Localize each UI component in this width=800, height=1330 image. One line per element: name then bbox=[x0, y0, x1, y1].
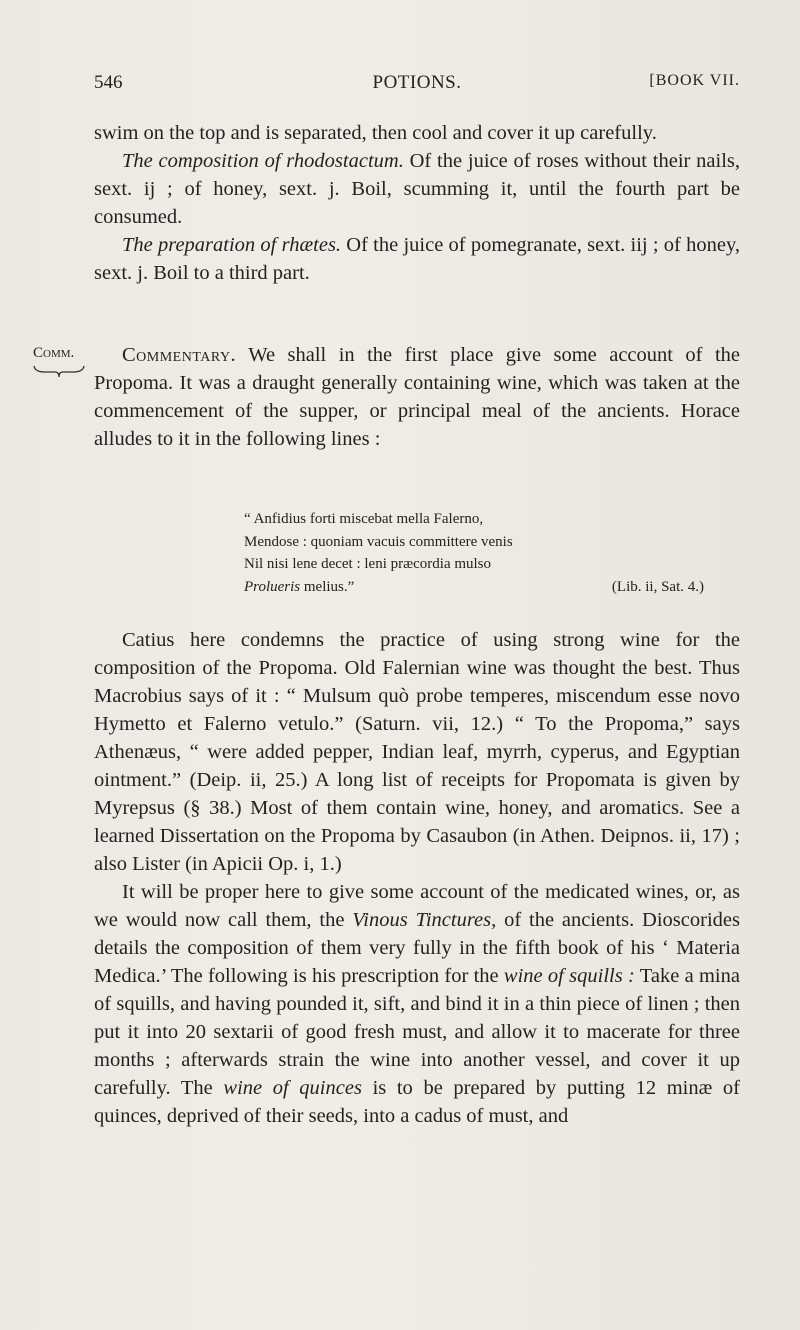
running-title: POTIONS. bbox=[372, 72, 462, 93]
text-block-commentary bbox=[94, 341, 740, 453]
verse-rest: melius.” bbox=[300, 578, 355, 595]
verse-quotation bbox=[244, 508, 704, 598]
wines-italic: wine of squills : bbox=[503, 965, 635, 987]
verse-line: “ Anfidius forti miscebat mella Falerno, bbox=[244, 511, 484, 527]
wines-text: of the ancients. Dioscorides details the composition of them very fully in the fifth book of his ‘ Materia Medica.’ The following is his prescription for the bbox=[94, 909, 740, 987]
verse-reference: (Lib. ii, Sat. 4.) bbox=[611, 578, 704, 595]
text-block-top bbox=[94, 119, 740, 287]
rhaetes-title: The preparation of rhætes. bbox=[122, 234, 342, 256]
paragraph-rhodostactum bbox=[94, 147, 740, 231]
wines-italic: Vinous Tinctures, bbox=[352, 909, 497, 931]
page-number: 546 bbox=[94, 72, 123, 93]
paragraph-rhaetes bbox=[94, 231, 740, 287]
paragraph-commentary bbox=[94, 341, 740, 453]
verse-italic: Prolueris bbox=[244, 578, 301, 595]
wines-text: Take a mina of squills, and having pounded it, sift, and bind it in a thin piece of linen ; then put it into 20 sextarii of good fresh must, and allow it to macerate for three months ; afterwards strain the wine into another vessel, and cover it up carefully. The bbox=[94, 965, 740, 1099]
margin-note: Comm. bbox=[33, 345, 75, 361]
verse-line: Mendose : quoniam vacuis committere venis bbox=[244, 533, 513, 550]
running-header bbox=[94, 72, 740, 102]
commentary-text: We shall in the first place give some account of the Propoma. It was a draught generally containing wine, which was taken at the commencement of the supper, or principal meal of the ancients. Horace alludes to it in the following lines : bbox=[94, 344, 740, 450]
verse-line bbox=[244, 576, 704, 599]
paragraph-continuation: swim on the top and is separated, then cool and cover it up carefully. bbox=[94, 122, 657, 144]
rhodostactum-text: Of the juice of roses without their nails, sext. ij ; of honey, sext. j. Boil, scumming it, until the fourth part be consumed. bbox=[94, 150, 740, 228]
wines-text: It will be proper here to give some account of the medicated wines, or, as we would now call them, the bbox=[94, 881, 740, 931]
book-label: [BOOK VII. bbox=[649, 72, 740, 89]
wines-text: is to be prepared by putting 12 minæ of quinces, deprived of their seeds, into a cadus of must, and bbox=[94, 1077, 740, 1127]
paragraph-catius: Catius here condemns the practice of using strong wine for the composition of the Propoma. Old Falernian wine was thought the best. Thus Macrobius says of it : “ Mulsum quò probe temperes, miscendum esse novo Hymetto et Falerno vetulo.” (Saturn. vii, 12.) “ To the Propoma,” says Athenæus, “ were added pepper, Indian leaf, myrrh, cyperus, and Egyptian ointment.” (Deip. ii, 25.) A long list of receipts for Propomata is given by Myrepsus (§ 38.) Most of them contain wine, honey, and aromatics. See a learned Dissertation on the Propoma by Casaubon (in Athen. Deipnos. ii, 17) ; also Lister (in Apicii Op. i, 1.) bbox=[94, 629, 740, 875]
verse-line: Nil nisi lene decet : leni præcordia mulso bbox=[244, 556, 492, 572]
wines-italic: wine of quinces bbox=[223, 1077, 362, 1099]
text-block-bottom bbox=[94, 626, 740, 1130]
paragraph-medicated-wines bbox=[94, 878, 740, 1130]
rhaetes-text: Of the juice of pomegranate, sext. iij ; of honey, sext. j. Boil to a third part. bbox=[94, 234, 741, 284]
rhodostactum-title: The composition of rhodostactum. bbox=[122, 150, 404, 172]
commentary-lead: Commentary. bbox=[122, 344, 237, 366]
brace-icon bbox=[33, 364, 85, 378]
